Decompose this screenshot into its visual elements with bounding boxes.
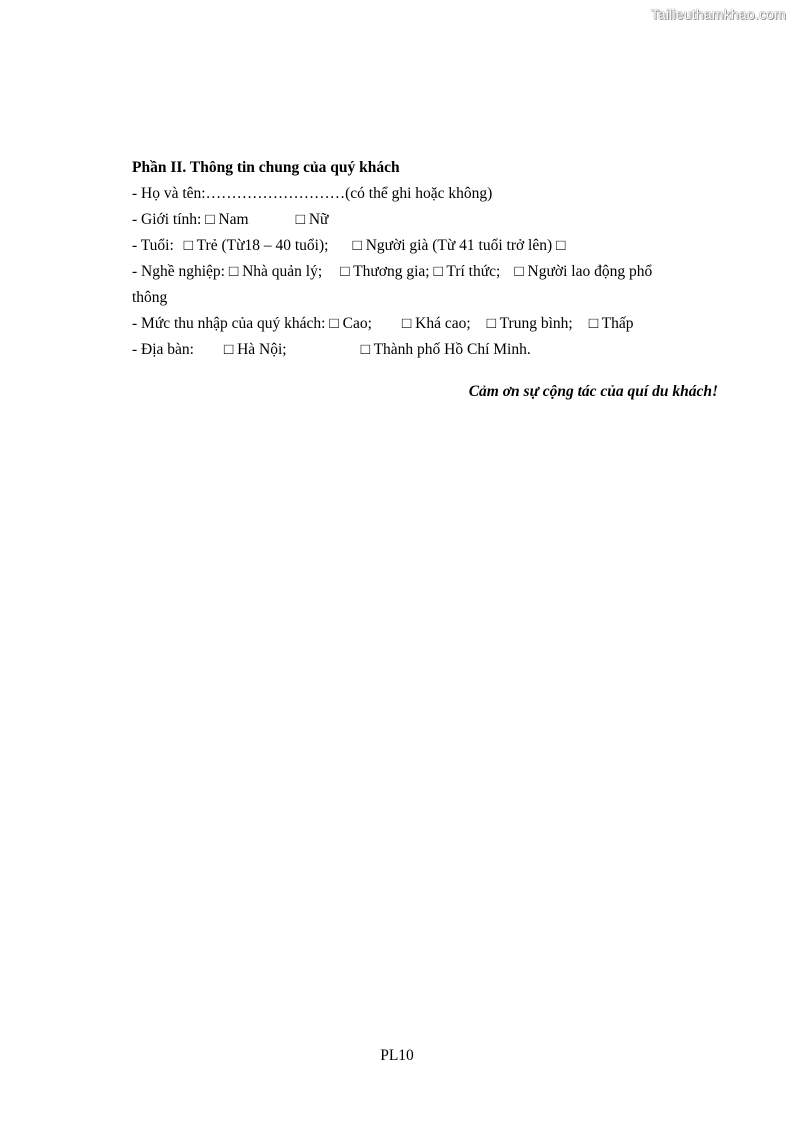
name-line <box>132 181 718 207</box>
area-option-hcmc: □ Thành phố Hồ Chí Minh. <box>360 341 531 358</box>
area-option-hanoi: □ Hà Nội; <box>223 341 287 358</box>
age-line <box>132 233 718 259</box>
name-note: (có thể ghi hoặc không) <box>345 185 493 202</box>
age-option-old: □ Người già (Từ 41 tuổi trở lên) □ <box>352 237 566 254</box>
gender-option-female: □ Nữ <box>295 211 329 228</box>
name-label: - Họ và tên: <box>132 185 206 202</box>
income-option-high: □ Cao; <box>329 315 372 332</box>
income-option-average: □ Trung bình; <box>486 315 573 332</box>
area-label: - Địa bàn: <box>132 341 194 358</box>
occupation-option-intellectual: □ Trí thức; <box>433 263 501 280</box>
occupation-label: - Nghề nghiệp: <box>132 263 225 280</box>
income-option-fairly-high: □ Khá cao; <box>401 315 471 332</box>
page-number: PL10 <box>380 1047 414 1064</box>
occupation-continuation: thông <box>132 289 168 306</box>
gender-label: - Giới tính: <box>132 211 202 228</box>
age-option-young: □ Trẻ (Từ18 – 40 tuổi); <box>183 237 329 254</box>
survey-section <box>132 155 718 405</box>
gender-line <box>132 207 718 233</box>
occupation-option-laborer: □ Người lao động phổ <box>514 263 653 280</box>
occupation-option-manager: □ Nhà quản lý; <box>228 263 323 280</box>
name-blank: ……………………… <box>205 185 346 202</box>
income-line <box>132 311 718 337</box>
thank-you-note: Cảm ơn sự cộng tác của quí du khách! <box>468 383 718 400</box>
income-label: - Mức thu nhập của quý khách: <box>132 315 326 332</box>
watermark-text: Tailieuthamkhao.com <box>650 6 786 22</box>
gender-option-male: □ Nam <box>205 211 249 228</box>
section-title: Phần II. Thông tin chung của quý khách <box>132 159 400 176</box>
area-line <box>132 337 718 363</box>
occupation-option-merchant: □ Thương gia; <box>340 263 430 280</box>
age-label: - Tuổi: <box>132 237 174 254</box>
income-option-low: □ Thấp <box>588 315 634 332</box>
occupation-line <box>132 259 718 285</box>
